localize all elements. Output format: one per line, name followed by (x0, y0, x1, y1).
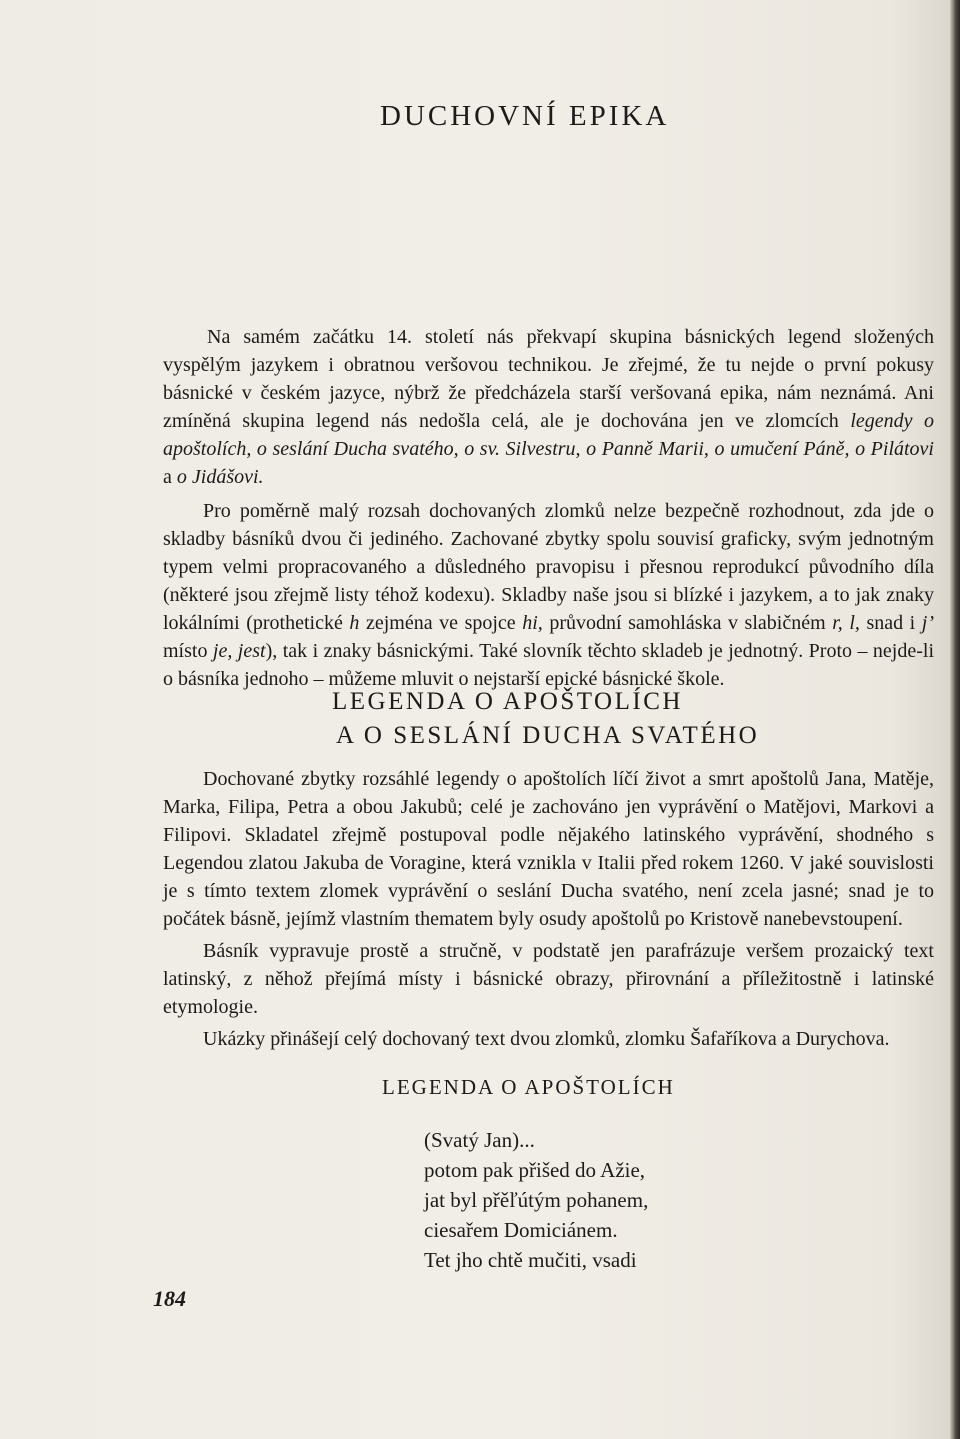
poem-line: ciesařem Domiciánem. (424, 1218, 618, 1242)
section-title-line-2: A O SESLÁNÍ DUCHA SVATÉHO (336, 722, 760, 749)
poem-excerpt (424, 1125, 648, 1275)
poem-line: Tet jho chtě mučiti, vsadi (424, 1248, 637, 1272)
section-title-line-1: LEGENDA O APOŠTOLÍCH (332, 688, 683, 715)
poem-line: potom pak přišed do Ažie, (424, 1158, 646, 1182)
section-paragraph-2: Básník vypravuje prostě a stručně, v podstatě jen parafrázuje veršem prozaický text latinský, z něhož přejímá místy i básnické obrazy, přirovnání a příležitostně i latinské etymologie. (163, 940, 934, 1018)
intro-text (163, 323, 934, 693)
page-number: 184 (153, 1286, 186, 1311)
poem-line: (Svatý Jan)... (424, 1128, 535, 1152)
chapter-title: DUCHOVNÍ EPIKA (380, 100, 670, 132)
section-paragraph-3: Ukázky přinášejí celý dochovaný text dvou zlomků, zlomku Šafaříkova a Durychova. (203, 1028, 890, 1050)
intro-paragraph-2: Pro poměrně malý rozsah dochovaných zlomků nelze bezpečně rozhodnout, zda jde o skladby básníků dvou či jediného. Zachované zbytky spolu souvisí graficky, svým jednotným typem velmi propracovaného a důsledného pravopisu i přesnou reprodukcí původního díla (některé jsou zřejmě listy téhož kodexu). Skladby naše jsou si blízké i jazykem, a to jak znaky lokálními (prothetické h zejména ve spojce hi, průvodní samohláska v slabičném r, l, snad i j’ místo je, jest), tak i znaky básnickými. Také slovník těchto skladeb je jednotný. Proto – nejde-li o básníka jednoho – můžeme mluvit o nejstarší epické básnické škole. (163, 500, 935, 690)
section-text (163, 765, 934, 1053)
page-edge-shadow (950, 0, 960, 1439)
poem-line: jat byl přěľútým pohanem, (424, 1188, 649, 1212)
excerpt-title: LEGENDA O APOŠTOLÍCH (382, 1075, 675, 1099)
intro-paragraph-1: Na samém začátku 14. století nás překvapí skupina básnických legend složených vyspělým jazykem i obratnou veršovou technikou. Je zřejmé, že tu nejde o první pokusy básnické v českém jazyce, nýbrž že předcházela starší veršovaná epika, nám neznámá. Ani zmíněná skupina legend nás nedošla celá, ale je dochována jen ve zlomcích legendy o apoštolích, o seslání Ducha svatého, o sv. Silvestru, o Panně Marii, o umučení Páně, o Pilátovi a o Jidášovi. (163, 326, 935, 488)
section-paragraph-1: Dochované zbytky rozsáhlé legendy o apoštolích líčí život a smrt apoštolů Jana, Matěje, Marka, Filipa, Petra a obou Jakubů; celé je zachováno jen vyprávění o Matějovi, Markovi a Filipovi. Skladatel zřejmě postupoval podle nějakého latinského vyprávění, shodného s Legendou zlatou Jakuba de Voragine, která vznikla v Italii před rokem 1260. V jaké souvislosti je s tímto textem zlomek vyprávění o seslání Ducha svatého, není zcela jasné; snad je to počátek básně, jejímž vlastním thematem byly osudy apoštolů po Kristově nanebevstoupení. (163, 768, 934, 930)
